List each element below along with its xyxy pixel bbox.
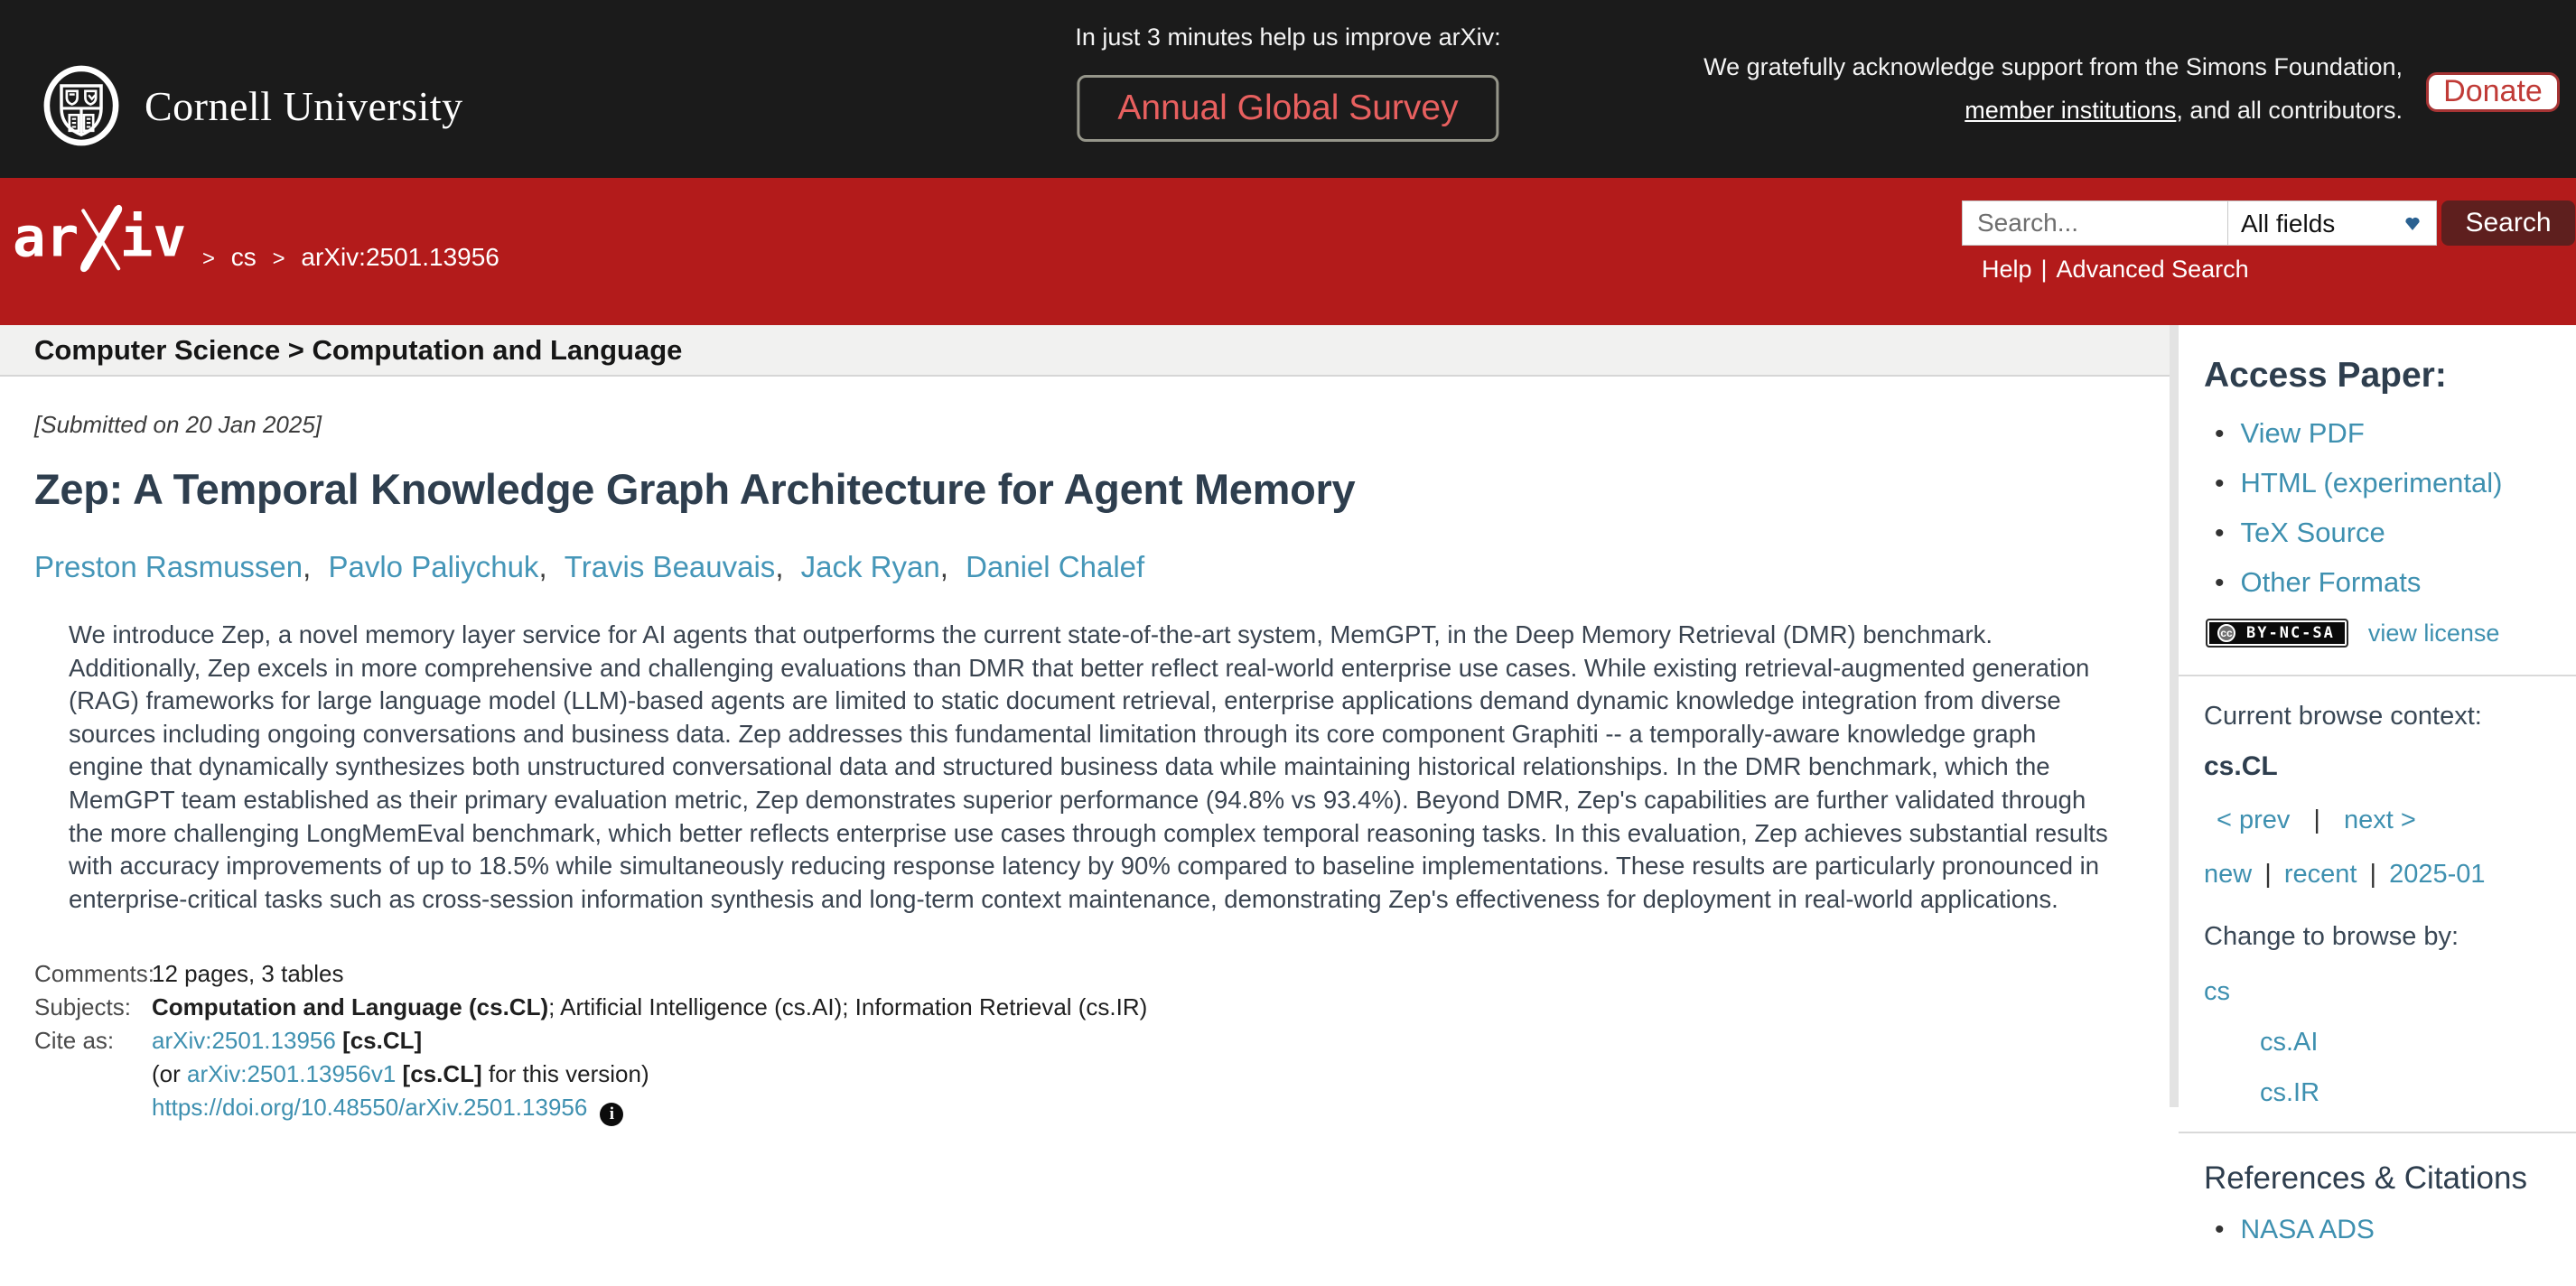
reference-link[interactable]: NASA ADS: [2240, 1215, 2375, 1244]
info-icon[interactable]: i: [600, 1103, 623, 1126]
author-separator: ,: [303, 550, 320, 583]
pipe-separator: |: [2313, 806, 2320, 834]
member-institutions-link[interactable]: member institutions: [1965, 97, 2177, 124]
browse-csir-link[interactable]: cs.IR: [2260, 1078, 2320, 1107]
author-link[interactable]: Daniel Chalef: [966, 550, 1145, 583]
breadcrumb: [193, 243, 499, 272]
search-scope-wrapper: [2227, 200, 2437, 246]
submission-date: [Submitted on 20 Jan 2025]: [34, 411, 322, 438]
paper-title: Zep: A Temporal Knowledge Graph Architecture for Agent Memory: [34, 465, 1356, 513]
svg-text:ar: ar: [13, 205, 79, 270]
version-value: [152, 1058, 649, 1091]
subjects-label: Subjects:: [34, 993, 131, 1021]
access-link[interactable]: View PDF: [2240, 417, 2365, 449]
cc-icon: cc: [2217, 624, 2235, 642]
cornell-wordmark: Cornell University: [145, 82, 463, 129]
access-link[interactable]: Other Formats: [2240, 566, 2422, 598]
access-links-list: [2215, 417, 2558, 599]
references-links-list: [2215, 1215, 2558, 1245]
category-subheader: [0, 325, 2170, 377]
svg-text:iv: iv: [119, 205, 187, 270]
references-title: References & Citations: [2204, 1160, 2527, 1196]
sidebar: [2170, 325, 2576, 1244]
author-separator: ,: [538, 550, 555, 583]
authors-line: [34, 550, 2135, 584]
pipe-separator: |: [2257, 860, 2279, 889]
version-prefix: (or: [152, 1060, 187, 1088]
search-scope-select[interactable]: [2228, 201, 2436, 245]
listing-link[interactable]: 2025-01: [2389, 860, 2486, 889]
donate-button[interactable]: Donate: [2426, 72, 2560, 112]
listing-link[interactable]: recent: [2283, 860, 2357, 889]
search-input[interactable]: [1962, 200, 2227, 246]
subjects-value: [152, 991, 1147, 1024]
prev-link[interactable]: < prev: [2217, 806, 2291, 834]
support-line2: , and all contributors.: [2176, 97, 2403, 124]
doi-row: [34, 1091, 2135, 1126]
doi-value: [152, 1091, 623, 1126]
list-item: [2215, 566, 2558, 599]
references-section: [2179, 1132, 2576, 1286]
view-license-link[interactable]: view license: [2367, 619, 2500, 647]
author-link[interactable]: Preston Rasmussen: [34, 550, 303, 583]
list-item: [2215, 417, 2558, 450]
cc-license-type: BY-NC-SA: [2246, 624, 2335, 642]
search-button[interactable]: Search: [2441, 200, 2575, 246]
breadcrumb-paper-id: arXiv:2501.13956: [301, 243, 499, 271]
cornell-university-link[interactable]: [42, 63, 463, 148]
list-item: [2215, 517, 2558, 549]
arxiv-logo[interactable]: [13, 200, 187, 280]
list-item: [2215, 467, 2558, 499]
browse-by-links: [2204, 977, 2558, 1108]
cc-license-badge[interactable]: [2206, 619, 2348, 648]
list-item: [2215, 1215, 2558, 1245]
cornell-seal-icon: [42, 63, 121, 148]
access-link[interactable]: TeX Source: [2240, 517, 2385, 548]
author-link[interactable]: Jack Ryan: [800, 550, 940, 583]
pipe-separator: |: [2362, 860, 2385, 889]
access-paper-title: Access Paper:: [2204, 356, 2447, 395]
doi-link[interactable]: https://doi.org/10.48550/arXiv.2501.13956: [152, 1094, 588, 1122]
next-link[interactable]: next >: [2343, 806, 2416, 834]
listing-link[interactable]: new: [2204, 860, 2253, 889]
annual-global-survey-button[interactable]: Annual Global Survey: [1077, 75, 1498, 142]
secondary-subjects: ; Artificial Intelligence (cs.AI); Information Retrieval (cs.IR): [548, 993, 1148, 1021]
top-banner: [0, 0, 2576, 178]
comments-value: 12 pages, 3 tables: [152, 960, 344, 988]
comments-row: [34, 957, 2135, 991]
abstract-text: We introduce Zep, a novel memory layer service for AI agents that outperforms the current state-of-the-art system, MemGPT, in the Deep Memory Retrieval (DMR) benchmark. Additionally, Zep excels in more comprehensive and challenging evaluations than DMR that better reflect real-world enterprise use cases. While existing retrieval-augmented generation (RAG) frameworks for large language model (LLM)-based agents are limited to static document retrieval, enterprise applications demand dynamic knowledge integration from diverse sources including ongoing conversations and business data. Zep addresses this fundamental limitation through its core component Graphiti -- a temporally-aware knowledge graph engine that dynamically synthesizes both unstructured conversational data and structured business data while maintaining historical relationships. In the DMR benchmark, which the MemGPT team established as their primary evaluation metric, Zep demonstrates superior performance (94.8% vs 93.4%). Beyond DMR, Zep's capabilities are further validated through the more challenging LongMemEval benchmark, which better reflects enterprise use cases through complex temporal reasoning tasks. In this evaluation, Zep achieves substantial results with accuracy improvements of up to 18.5% while simultaneously reducing response latency by 90% compared to baseline implementations. These results are particularly pronounced in enterprise-critical tasks such as cross-session information synthesis and long-term context maintenance, demonstrating Zep's effectiveness for deployment in real-world applications.: [69, 620, 2108, 913]
version-suffix: for this version): [481, 1060, 649, 1088]
page-body: [0, 325, 2576, 1244]
author-link[interactable]: Pavlo Paliychuk: [328, 550, 539, 583]
metadata-table: [34, 957, 2135, 1126]
search-bar: [1962, 200, 2575, 246]
cite-label: Cite as:: [34, 1027, 115, 1055]
version-class: [cs.CL]: [402, 1060, 482, 1088]
help-links: [1982, 256, 2249, 284]
arxiv-header: [0, 178, 2576, 325]
change-browse-label: Change to browse by:: [2204, 922, 2459, 951]
access-paper-section: [2179, 325, 2576, 675]
version-row: [34, 1058, 2135, 1091]
browse-context-value: cs.CL: [2204, 751, 2278, 781]
advanced-search-link[interactable]: Advanced Search: [2056, 256, 2249, 283]
breadcrumb-cs-link[interactable]: cs: [230, 243, 257, 271]
help-link[interactable]: Help: [1982, 256, 2032, 283]
abstract-page: [0, 377, 2170, 1126]
cite-class: [cs.CL]: [342, 1027, 423, 1055]
breadcrumb-separator: >: [202, 247, 216, 271]
author-link[interactable]: Travis Beauvais: [564, 550, 776, 583]
comments-label: Comments:: [34, 960, 154, 988]
acknowledgement-text: [1703, 45, 2403, 132]
browse-context-section: [2179, 675, 2576, 1132]
pipe-separator: |: [2040, 256, 2048, 283]
browse-csai-link[interactable]: cs.AI: [2260, 1028, 2319, 1057]
author-separator: ,: [939, 550, 957, 583]
listing-nav: [2204, 860, 2558, 890]
breadcrumb-separator: >: [272, 247, 285, 271]
arxiv-id-link[interactable]: arXiv:2501.13956: [152, 1027, 336, 1055]
survey-prompt: In just 3 minutes help us improve arXiv:: [1075, 23, 1501, 51]
prev-next-nav: [2217, 806, 2558, 835]
author-separator: ,: [775, 550, 792, 583]
primary-subject: Computation and Language (cs.CL): [152, 993, 549, 1021]
license-row: [2206, 619, 2558, 648]
browse-cs-link[interactable]: cs: [2204, 977, 2230, 1006]
arxiv-version-link[interactable]: arXiv:2501.13956v1: [187, 1060, 397, 1088]
survey-block: [1075, 23, 1500, 142]
arxiv-logo-icon: [13, 200, 187, 275]
category-breadcrumb: Computer Science > Computation and Language: [34, 333, 683, 366]
subjects-row: [34, 991, 2135, 1024]
cite-row: [34, 1024, 2135, 1058]
main-column: [0, 325, 2170, 1124]
browse-context-label: Current browse context:: [2204, 702, 2482, 731]
access-link[interactable]: HTML (experimental): [2240, 467, 2503, 499]
support-line1: We gratefully acknowledge support from the Simons Foundation,: [1703, 53, 2403, 80]
cite-value: [152, 1024, 422, 1058]
